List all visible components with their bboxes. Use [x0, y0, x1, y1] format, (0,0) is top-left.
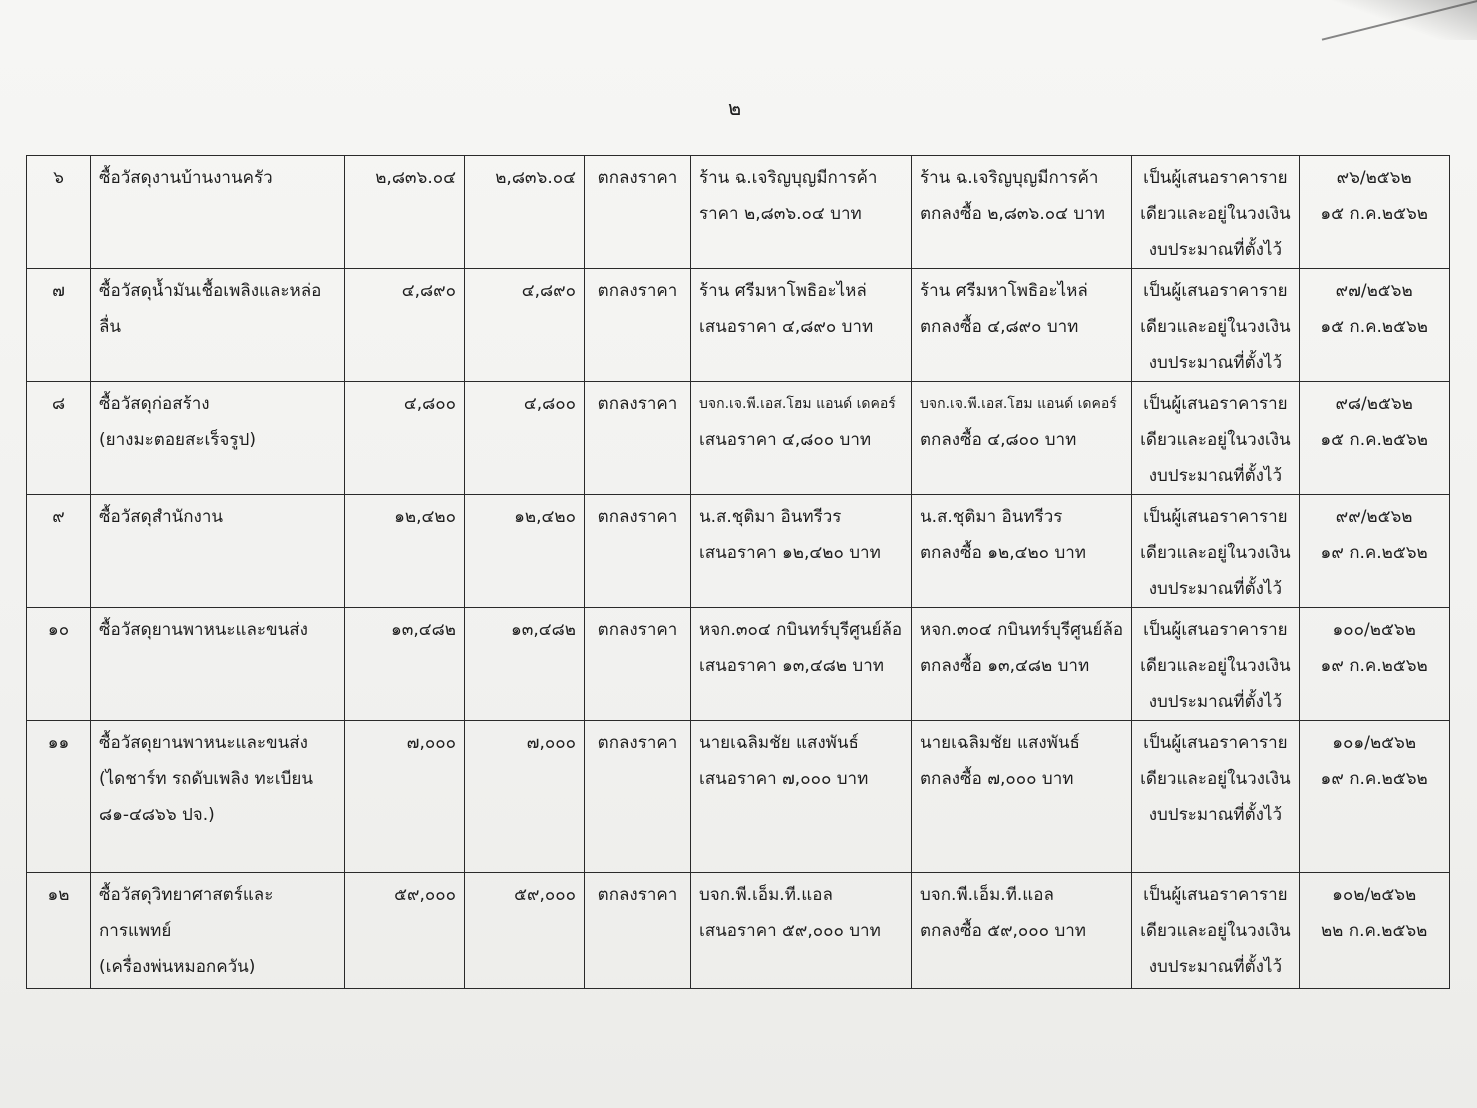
procurement-method: ตกลงราคา — [585, 495, 691, 608]
selection-reason-line: งบประมาณที่ตั้งไว้ — [1148, 957, 1283, 977]
budget-amount: ๔,๘๙๐ — [345, 269, 465, 382]
contract-reference — [1299, 608, 1449, 721]
selection-reason — [1132, 873, 1300, 989]
median-price: ๒,๘๓๖.๐๔ — [465, 156, 585, 269]
selection-reason — [1132, 382, 1300, 495]
selection-reason-line: เป็นผู้เสนอราคาราย — [1143, 168, 1288, 188]
item-description-line: ซื้อวัสดุวิทยาศาสตร์และ — [99, 885, 274, 905]
bidders-and-prices-line: ราคา ๒,๘๓๖.๐๔ บาท — [699, 204, 862, 224]
table-row — [27, 608, 1450, 721]
procurement-method: ตกลงราคา — [585, 269, 691, 382]
contract-reference — [1299, 721, 1449, 873]
contract-reference-line: ๑๕ ก.ค.๒๕๖๒ — [1320, 204, 1428, 224]
selection-reason-line: งบประมาณที่ตั้งไว้ — [1148, 240, 1283, 260]
procurement-table — [26, 155, 1450, 989]
item-description-line: ซื้อวัสดุสำนักงาน — [99, 507, 224, 527]
bidders-and-prices-line: ร้าน ฉ.เจริญบุญมีการค้า — [699, 168, 878, 188]
item-description-line: ซื้อวัสดุก่อสร้าง — [99, 394, 210, 414]
bidders-and-prices-line: เสนอราคา ๑๒,๔๒๐ บาท — [699, 543, 881, 563]
contract-reference — [1299, 269, 1449, 382]
row-number: ๘ — [27, 382, 91, 495]
selected-vendor-line: ตกลงซื้อ ๗,๐๐๐ บาท — [920, 769, 1074, 789]
selection-reason-line: งบประมาณที่ตั้งไว้ — [1148, 579, 1283, 599]
procurement-method: ตกลงราคา — [585, 608, 691, 721]
bidders-and-prices-line: เสนอราคา ๕๙,๐๐๐ บาท — [699, 921, 881, 941]
selection-reason — [1132, 495, 1300, 608]
contract-reference — [1299, 873, 1449, 989]
selected-vendor-line: ตกลงซื้อ ๑๓,๔๘๒ บาท — [920, 656, 1090, 676]
item-description — [91, 269, 345, 382]
budget-amount: ๗,๐๐๐ — [345, 721, 465, 873]
contract-reference-line: ๑๕ ก.ค.๒๕๖๒ — [1320, 317, 1428, 337]
item-description — [91, 382, 345, 495]
row-number: ๑๐ — [27, 608, 91, 721]
selected-vendor — [912, 873, 1132, 989]
selection-reason-line: เดียวและอยู่ในวงเงิน — [1140, 204, 1291, 224]
bidders-and-prices-line: ร้าน ศรีมหาโพธิอะไหล่ — [699, 281, 867, 301]
contract-reference-line: ๑๐๐/๒๕๖๒ — [1332, 620, 1416, 640]
selected-vendor — [912, 608, 1132, 721]
selected-vendor-line: ร้าน ศรีมหาโพธิอะไหล่ — [920, 281, 1088, 301]
table-row — [27, 873, 1450, 989]
procurement-method: ตกลงราคา — [585, 382, 691, 495]
budget-amount: ๒,๘๓๖.๐๔ — [345, 156, 465, 269]
procurement-method: ตกลงราคา — [585, 156, 691, 269]
budget-amount: ๕๙,๐๐๐ — [345, 873, 465, 989]
table-row — [27, 382, 1450, 495]
selected-vendor — [912, 495, 1132, 608]
row-number: ๗ — [27, 269, 91, 382]
selection-reason-line: เป็นผู้เสนอราคาราย — [1143, 281, 1288, 301]
contract-reference-line: ๙๗/๒๕๖๒ — [1335, 281, 1413, 301]
item-description-line: (ไดชาร์ท รถดับเพลิง ทะเบียน — [99, 769, 313, 789]
contract-reference-line: ๑๕ ก.ค.๒๕๖๒ — [1320, 430, 1428, 450]
selection-reason-line: งบประมาณที่ตั้งไว้ — [1148, 353, 1283, 373]
bidders-and-prices — [691, 495, 912, 608]
bidders-and-prices — [691, 721, 912, 873]
bidders-and-prices — [691, 269, 912, 382]
selected-vendor-line: ตกลงซื้อ ๕๙,๐๐๐ บาท — [920, 921, 1086, 941]
contract-reference-line: ๙๖/๒๕๖๒ — [1336, 168, 1412, 188]
contract-reference-line: ๑๙ ก.ค.๒๕๖๒ — [1320, 769, 1428, 789]
item-description-line: (ยางมะตอยสะเร็จรูป) — [99, 430, 256, 450]
selection-reason — [1132, 608, 1300, 721]
item-description-line: ซื้อวัสดุน้ำมันเชื้อเพลิงและหล่อ — [99, 281, 322, 301]
contract-reference-line: ๙๘/๒๕๖๒ — [1335, 394, 1413, 414]
selection-reason — [1132, 156, 1300, 269]
contract-reference-line: ๑๙ ก.ค.๒๕๖๒ — [1320, 543, 1428, 563]
selected-vendor — [912, 382, 1132, 495]
bidders-and-prices-line: หจก.๓๐๔ กบินทร์บุรีศูนย์ล้อ — [699, 620, 903, 640]
item-description-line: ซื้อวัสดุงานบ้านงานครัว — [99, 168, 273, 188]
bidders-and-prices-line: เสนอราคา ๑๓,๔๘๒ บาท — [699, 656, 884, 676]
bidders-and-prices-line: นายเฉลิมชัย แสงพันธ์ — [699, 733, 859, 753]
contract-reference — [1299, 382, 1449, 495]
selected-vendor-line: ตกลงซื้อ ๒,๘๓๖.๐๔ บาท — [920, 204, 1105, 224]
bidders-and-prices — [691, 156, 912, 269]
bidders-and-prices-line: บจก.เจ.พี.เอส.โฮม แอนด์ เดคอร์ — [699, 396, 896, 412]
selection-reason-line: งบประมาณที่ตั้งไว้ — [1148, 805, 1283, 825]
page-number: ๒ — [728, 96, 743, 120]
selected-vendor-line: ตกลงซื้อ ๑๒,๔๒๐ บาท — [920, 543, 1086, 563]
median-price: ๔,๘๙๐ — [465, 269, 585, 382]
item-description — [91, 608, 345, 721]
median-price: ๑๓,๔๘๒ — [465, 608, 585, 721]
selection-reason-line: เดียวและอยู่ในวงเงิน — [1140, 921, 1291, 941]
selection-reason-line: งบประมาณที่ตั้งไว้ — [1148, 466, 1283, 486]
budget-amount: ๔,๘๐๐ — [345, 382, 465, 495]
contract-reference-line: ๑๙ ก.ค.๒๕๖๒ — [1320, 656, 1428, 676]
procurement-method: ตกลงราคา — [585, 873, 691, 989]
contract-reference-line: ๑๐๑/๒๕๖๒ — [1332, 733, 1417, 753]
median-price: ๗,๐๐๐ — [465, 721, 585, 873]
table-body — [27, 156, 1450, 989]
selection-reason — [1132, 269, 1300, 382]
selection-reason-line: เป็นผู้เสนอราคาราย — [1143, 394, 1288, 414]
table-row — [27, 721, 1450, 873]
row-number: ๖ — [27, 156, 91, 269]
row-number: ๑๒ — [27, 873, 91, 989]
row-number: ๙ — [27, 495, 91, 608]
item-description — [91, 721, 345, 873]
item-description-line: ซื้อวัสดุยานพาหนะและขนส่ง — [99, 620, 308, 640]
selected-vendor — [912, 156, 1132, 269]
bidders-and-prices-line: เสนอราคา ๔,๘๐๐ บาท — [699, 430, 872, 450]
item-description-line: ๘๑-๔๘๖๖ ปจ.) — [99, 805, 215, 825]
median-price: ๔,๘๐๐ — [465, 382, 585, 495]
bidders-and-prices-line: เสนอราคา ๗,๐๐๐ บาท — [699, 769, 869, 789]
bidders-and-prices-line: น.ส.ชุติมา อินทรีวร — [699, 507, 842, 527]
item-description-line: ลื่น — [99, 317, 122, 337]
bidders-and-prices-line: เสนอราคา ๔,๘๙๐ บาท — [699, 317, 874, 337]
selected-vendor-line: บจก.พี.เอ็ม.ที.แอล — [920, 885, 1054, 905]
selection-reason-line: เป็นผู้เสนอราคาราย — [1143, 620, 1288, 640]
item-description-line: ซื้อวัสดุยานพาหนะและขนส่ง — [99, 733, 308, 753]
selection-reason-line: เดียวและอยู่ในวงเงิน — [1140, 317, 1291, 337]
page-fold-edge — [1322, 0, 1477, 41]
selection-reason-line: เป็นผู้เสนอราคาราย — [1143, 733, 1288, 753]
selected-vendor — [912, 721, 1132, 873]
bidders-and-prices — [691, 873, 912, 989]
selected-vendor-line: หจก.๓๐๔ กบินทร์บุรีศูนย์ล้อ — [920, 620, 1124, 640]
selected-vendor-line: ตกลงซื้อ ๔,๘๐๐ บาท — [920, 430, 1077, 450]
selection-reason-line: เป็นผู้เสนอราคาราย — [1143, 507, 1288, 527]
item-description — [91, 873, 345, 989]
selection-reason — [1132, 721, 1300, 873]
selected-vendor — [912, 269, 1132, 382]
bidders-and-prices — [691, 608, 912, 721]
table-row — [27, 269, 1450, 382]
selection-reason-line: เป็นผู้เสนอราคาราย — [1143, 885, 1288, 905]
row-number: ๑๑ — [27, 721, 91, 873]
median-price: ๕๙,๐๐๐ — [465, 873, 585, 989]
selected-vendor-line: ร้าน ฉ.เจริญบุญมีการค้า — [920, 168, 1099, 188]
item-description-line: (เครื่องพ่นหมอกควัน) — [99, 957, 256, 977]
contract-reference-line: ๑๐๒/๒๕๖๒ — [1332, 885, 1417, 905]
budget-amount: ๑๒,๔๒๐ — [345, 495, 465, 608]
selected-vendor-line: ตกลงซื้อ ๔,๘๙๐ บาท — [920, 317, 1079, 337]
budget-amount: ๑๓,๔๘๒ — [345, 608, 465, 721]
selection-reason-line: เดียวและอยู่ในวงเงิน — [1140, 430, 1291, 450]
selected-vendor-line: นายเฉลิมชัย แสงพันธ์ — [920, 733, 1080, 753]
item-description — [91, 156, 345, 269]
selected-vendor-line: น.ส.ชุติมา อินทรีวร — [920, 507, 1063, 527]
selection-reason-line: เดียวและอยู่ในวงเงิน — [1140, 656, 1291, 676]
table-row — [27, 156, 1450, 269]
item-description-line: การแพทย์ — [99, 921, 172, 941]
item-description — [91, 495, 345, 608]
bidders-and-prices — [691, 382, 912, 495]
contract-reference — [1299, 495, 1449, 608]
contract-reference — [1299, 156, 1449, 269]
contract-reference-line: ๒๒ ก.ค.๒๕๖๒ — [1320, 921, 1428, 941]
table-row — [27, 495, 1450, 608]
selection-reason-line: เดียวและอยู่ในวงเงิน — [1140, 543, 1291, 563]
selection-reason-line: เดียวและอยู่ในวงเงิน — [1140, 769, 1291, 789]
selected-vendor-line: บจก.เจ.พี.เอส.โฮม แอนด์ เดคอร์ — [920, 396, 1117, 412]
procurement-method: ตกลงราคา — [585, 721, 691, 873]
selection-reason-line: งบประมาณที่ตั้งไว้ — [1148, 692, 1283, 712]
median-price: ๑๒,๔๒๐ — [465, 495, 585, 608]
bidders-and-prices-line: บจก.พี.เอ็ม.ที.แอล — [699, 885, 833, 905]
contract-reference-line: ๙๙/๒๕๖๒ — [1335, 507, 1413, 527]
